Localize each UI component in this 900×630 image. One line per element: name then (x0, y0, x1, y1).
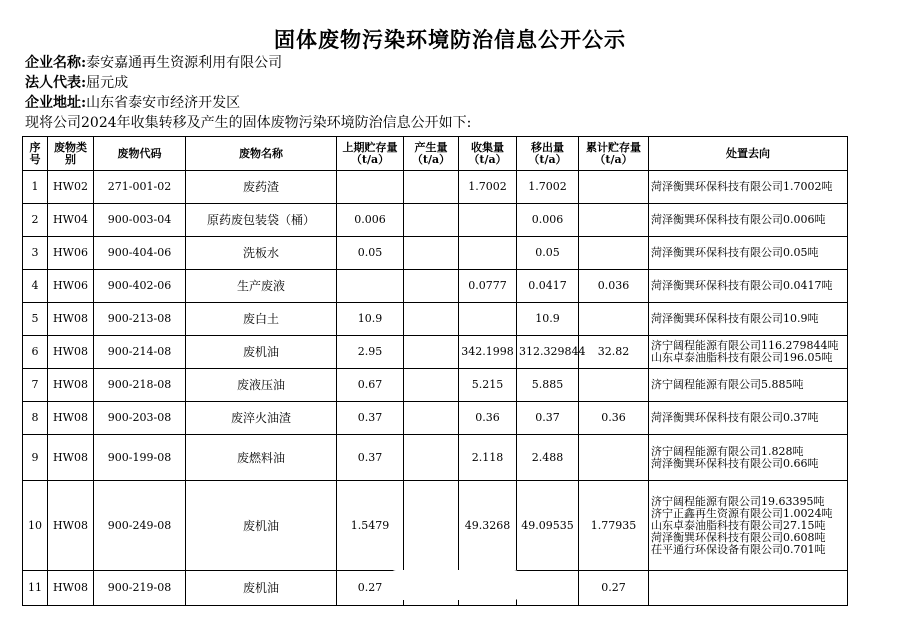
table-row (23, 171, 848, 204)
table-row (23, 270, 848, 303)
cell-accum-stock (579, 171, 649, 204)
destination-line: 济宁阔程能源有限公司19.63395吨 (651, 494, 825, 508)
cell-category: HW08 (48, 571, 94, 606)
cell-prev-stock: 0.37 (337, 435, 404, 481)
cell-collected: 2.118 (459, 435, 517, 481)
table-row (23, 204, 848, 237)
cell-accum-stock (579, 435, 649, 481)
cell-accum-stock: 1.77935 (579, 481, 649, 571)
cell-no: 9 (23, 435, 48, 481)
cell-prev-stock: 0.006 (337, 204, 404, 237)
cell-no: 2 (23, 204, 48, 237)
cell-destination (649, 204, 848, 237)
cell-no: 1 (23, 171, 48, 204)
cell-name: 废液压油 (186, 369, 337, 402)
page-title: 固体废物污染环境防治信息公开公示 (274, 27, 626, 52)
cell-name: 废白土 (186, 303, 337, 336)
cell-accum-stock (579, 369, 649, 402)
header-collected: 收集量（t/a） (459, 137, 517, 171)
cell-destination (649, 303, 848, 336)
table-row (23, 435, 848, 481)
cell-code: 900-402-06 (94, 270, 186, 303)
company-address-label: 企业地址: (25, 95, 87, 111)
cell-prev-stock: 0.37 (337, 402, 404, 435)
cell-destination (649, 171, 848, 204)
company-name-line (25, 54, 282, 72)
cell-transferred: 49.09535 (517, 481, 579, 571)
destination-line: 茌平通行环保设备有限公司0.701吨 (651, 542, 826, 556)
cell-prev-stock (337, 171, 404, 204)
table-row (23, 336, 848, 369)
company-name-label: 企业名称: (25, 55, 87, 71)
table-row (23, 303, 848, 336)
cell-destination (649, 336, 848, 369)
destination-line: 菏泽衡巽环保科技有限公司0.66吨 (651, 456, 819, 470)
header-transferred: 移出量（t/a） (517, 137, 579, 171)
cell-category: HW08 (48, 402, 94, 435)
table-row (23, 481, 848, 571)
cell-collected (459, 303, 517, 336)
cell-produced (404, 204, 459, 237)
cell-name: 废机油 (186, 481, 337, 571)
cell-transferred: 0.05 (517, 237, 579, 270)
header-category: 废物类别 (48, 137, 94, 171)
cell-no: 10 (23, 481, 48, 571)
intro-text: 现将公司2024年收集转移及产生的固体废物污染环境防治信息公开如下: (25, 115, 472, 131)
destination-line: 济宁阔程能源有限公司5.885吨 (651, 378, 804, 391)
cell-transferred: 1.7002 (517, 171, 579, 204)
cell-produced (404, 435, 459, 481)
cell-prev-stock: 0.05 (337, 237, 404, 270)
cell-collected: 1.7002 (459, 171, 517, 204)
cell-destination (649, 270, 848, 303)
cell-code: 900-203-08 (94, 402, 186, 435)
cell-code: 900-219-08 (94, 571, 186, 606)
header-destination: 处置去向 (649, 137, 848, 171)
cell-accum-stock (579, 237, 649, 270)
destination-line: 菏泽衡巽环保科技有限公司0.37吨 (651, 411, 819, 424)
cell-destination (649, 571, 848, 606)
table-body (23, 171, 848, 606)
cell-code: 900-404-06 (94, 237, 186, 270)
cell-no: 7 (23, 369, 48, 402)
destination-line: 菏泽衡巽环保科技有限公司0.006吨 (651, 213, 826, 226)
cell-name: 废机油 (186, 571, 337, 606)
table-header-row (23, 137, 848, 171)
destination-line: 山东卓泰油脂科技有限公司196.05吨 (651, 351, 833, 364)
header-accum-stock: 累计贮存量（t/a） (579, 137, 649, 171)
cell-code: 900-199-08 (94, 435, 186, 481)
cell-category: HW08 (48, 435, 94, 481)
cell-produced (404, 270, 459, 303)
cell-collected: 0.36 (459, 402, 517, 435)
cell-no: 3 (23, 237, 48, 270)
cell-code: 271-001-02 (94, 171, 186, 204)
cell-category: HW06 (48, 237, 94, 270)
cell-category: HW06 (48, 270, 94, 303)
cell-name: 废燃料油 (186, 435, 337, 481)
cell-category: HW08 (48, 336, 94, 369)
cell-code: 900-218-08 (94, 369, 186, 402)
cell-destination (649, 481, 848, 571)
cell-transferred: 10.9 (517, 303, 579, 336)
cell-transferred: 5.885 (517, 369, 579, 402)
cell-name: 生产废液 (186, 270, 337, 303)
legal-rep-line (25, 74, 128, 92)
cell-no: 8 (23, 402, 48, 435)
cell-prev-stock: 0.67 (337, 369, 404, 402)
cell-collected (459, 237, 517, 270)
cell-accum-stock: 0.27 (579, 571, 649, 606)
cell-transferred: 0.006 (517, 204, 579, 237)
cell-collected: 5.215 (459, 369, 517, 402)
header-code: 废物代码 (94, 137, 186, 171)
cell-collected: 342.1998 (459, 336, 517, 369)
table-row (23, 237, 848, 270)
cell-category: HW08 (48, 303, 94, 336)
cell-name: 废机油 (186, 336, 337, 369)
cell-category: HW08 (48, 481, 94, 571)
cell-accum-stock: 32.82 (579, 336, 649, 369)
cell-no: 11 (23, 571, 48, 606)
cell-name: 废药渣 (186, 171, 337, 204)
cell-transferred: 312.329844 (517, 336, 579, 369)
destination-line: 济宁阔程能源有限公司116.279844吨 (651, 339, 839, 352)
cell-no: 6 (23, 336, 48, 369)
cell-transferred (517, 571, 579, 606)
destination-line: 菏泽衡巽环保科技有限公司1.7002吨 (651, 180, 833, 193)
cell-prev-stock: 2.95 (337, 336, 404, 369)
cell-code: 900-214-08 (94, 336, 186, 369)
cell-name: 洗板水 (186, 237, 337, 270)
cell-prev-stock: 0.27 (337, 571, 404, 606)
destination-line: 菏泽衡巽环保科技有限公司10.9吨 (651, 312, 819, 325)
company-name: 泰安嘉通再生资源利用有限公司 (86, 55, 283, 71)
cell-produced (404, 402, 459, 435)
cell-collected: 0.0777 (459, 270, 517, 303)
cell-category: HW02 (48, 171, 94, 204)
cell-collected: 49.3268 (459, 481, 517, 571)
cell-name: 原药废包装袋（桶） (186, 204, 337, 237)
cell-category: HW08 (48, 369, 94, 402)
smudge-overlay (390, 570, 520, 600)
header-name: 废物名称 (186, 137, 337, 171)
cell-no: 4 (23, 270, 48, 303)
cell-prev-stock (337, 270, 404, 303)
table-row (23, 369, 848, 402)
cell-category: HW04 (48, 204, 94, 237)
cell-destination (649, 402, 848, 435)
cell-destination (649, 369, 848, 402)
cell-produced (404, 336, 459, 369)
cell-accum-stock: 0.036 (579, 270, 649, 303)
cell-code: 900-003-04 (94, 204, 186, 237)
cell-produced (404, 481, 459, 571)
destination-line: 山东卓泰油脂科技有限公司27.15吨 (651, 518, 826, 532)
cell-code: 900-249-08 (94, 481, 186, 571)
cell-collected (459, 204, 517, 237)
cell-prev-stock: 1.5479 (337, 481, 404, 571)
cell-destination (649, 237, 848, 270)
cell-produced (404, 303, 459, 336)
waste-table (22, 136, 848, 606)
destination-line: 济宁正鑫再生资源有限公司1.0024吨 (651, 506, 833, 520)
cell-accum-stock (579, 303, 649, 336)
cell-accum-stock (579, 204, 649, 237)
cell-produced (404, 237, 459, 270)
company-address: 山东省泰安市经济开发区 (86, 95, 241, 111)
cell-produced (404, 171, 459, 204)
header-no: 序号 (23, 137, 48, 171)
legal-rep: 屈元成 (86, 75, 129, 91)
cell-no: 5 (23, 303, 48, 336)
cell-transferred: 2.488 (517, 435, 579, 481)
destination-line: 菏泽衡巽环保科技有限公司0.0417吨 (651, 279, 833, 292)
cell-prev-stock: 10.9 (337, 303, 404, 336)
header-prev-stock: 上期贮存量（t/a） (337, 137, 404, 171)
header-produced: 产生量（t/a） (404, 137, 459, 171)
cell-produced (404, 369, 459, 402)
cell-transferred: 0.0417 (517, 270, 579, 303)
cell-destination (649, 435, 848, 481)
destination-line: 菏泽衡巽环保科技有限公司0.05吨 (651, 246, 819, 259)
cell-accum-stock: 0.36 (579, 402, 649, 435)
legal-rep-label: 法人代表: (25, 75, 87, 91)
destination-line: 济宁阔程能源有限公司1.828吨 (651, 444, 804, 458)
company-address-line (25, 94, 240, 112)
table-row (23, 402, 848, 435)
cell-name: 废淬火油渣 (186, 402, 337, 435)
destination-line: 菏泽衡巽环保科技有限公司0.608吨 (651, 530, 826, 544)
cell-code: 900-213-08 (94, 303, 186, 336)
cell-transferred: 0.37 (517, 402, 579, 435)
